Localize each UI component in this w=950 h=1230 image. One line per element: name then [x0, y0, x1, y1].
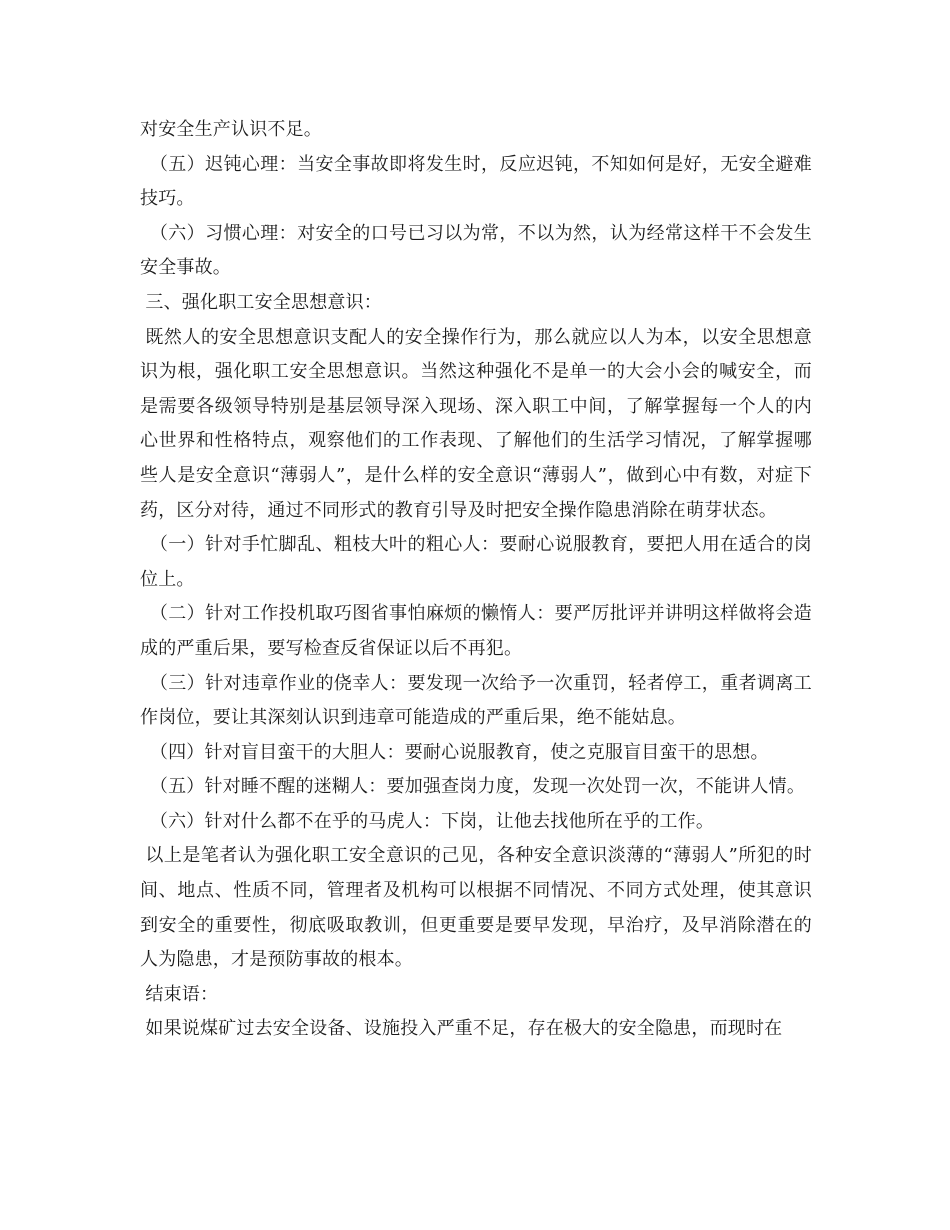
document-body — [140, 113, 812, 1047]
list-item-careless-person: （一）针对手忙脚乱、粗枝大叶的粗心人：要耐心说服教育，要把人用在适合的岗位上。 — [140, 534, 812, 590]
paragraph-summary: 以上是笔者认为强化职工安全意识的己见，各种安全意识淡薄的“薄弱人”所犯的时间、地点、性质不同，管理者及机构可以根据不同情况、不同方式处理，使其意识到安全的重要性，彻底吸取教训，但更重要是要早发现，早治疗，及早消除潜在的人为隐患，才是预防事故的根本。 — [140, 845, 812, 971]
paragraph-conclusion: 如果说煤矿过去安全设备、设施投入严重不足，存在极大的安全隐患，而现时在 — [145, 1018, 783, 1040]
paragraph-continuation: 对安全生产认识不足。 — [140, 119, 322, 140]
section-heading-conclusion: 结束语： — [145, 983, 219, 1005]
list-item-lucky-person: （三）针对违章作业的侥幸人：要发现一次给予一次重罚，轻者停工，重者调离工作岗位，要让其深刻认识到违章可能造成的严重后果，绝不能姑息。 — [140, 672, 812, 729]
paragraph-strengthen-awareness: 既然人的安全思想意识支配人的安全操作行为，那么就应以人为本，以安全思想意识为根，强化职工安全思想意识。当然这种强化不是单一的大会小会的喊安全，而是需要各级领导特别是基层领导深入现场、深入职工中间，了解掌握每一个人的内心世界和性格特点，观察他们的工作表现、了解他们的生活学习情况，了解掌握哪些人是安全意识“薄弱人”，是什么样的安全意识“薄弱人”，做到心中有数，对症下药，区分对待，通过不同形式的教育引导及时把安全操作隐患消除在萌芽状态。 — [140, 326, 812, 521]
list-item-habitual-mentality: （六）习惯心理：对安全的口号已习以为常，不以为然，认为经常这样干不会发生安全事故。 — [140, 222, 812, 279]
section-heading-strengthen-awareness: 三、强化职工安全思想意识： — [145, 291, 382, 313]
list-item-reckless-person: （四）针对盲目蛮干的大胆人：要耐心说服教育，使之克服盲目蛮干的思想。 — [149, 741, 769, 763]
list-item-sloppy-person: （六）针对什么都不在乎的马虎人：下岗，让他去找他所在乎的工作。 — [149, 810, 715, 832]
list-item-drowsy-person: （五）针对睡不醒的迷糊人：要加强查岗力度，发现一次处罚一次，不能讲人情。 — [149, 776, 806, 798]
list-item-lazy-person: （二）针对工作投机取巧图省事怕麻烦的懒惰人：要严厉批评并讲明这样做将会造成的严重后果，要写检查反省保证以后不再犯。 — [140, 603, 812, 659]
list-item-sluggish-mentality: （五）迟钝心理：当安全事故即将发生时，反应迟钝，不知如何是好，无安全避难技巧。 — [140, 153, 812, 210]
